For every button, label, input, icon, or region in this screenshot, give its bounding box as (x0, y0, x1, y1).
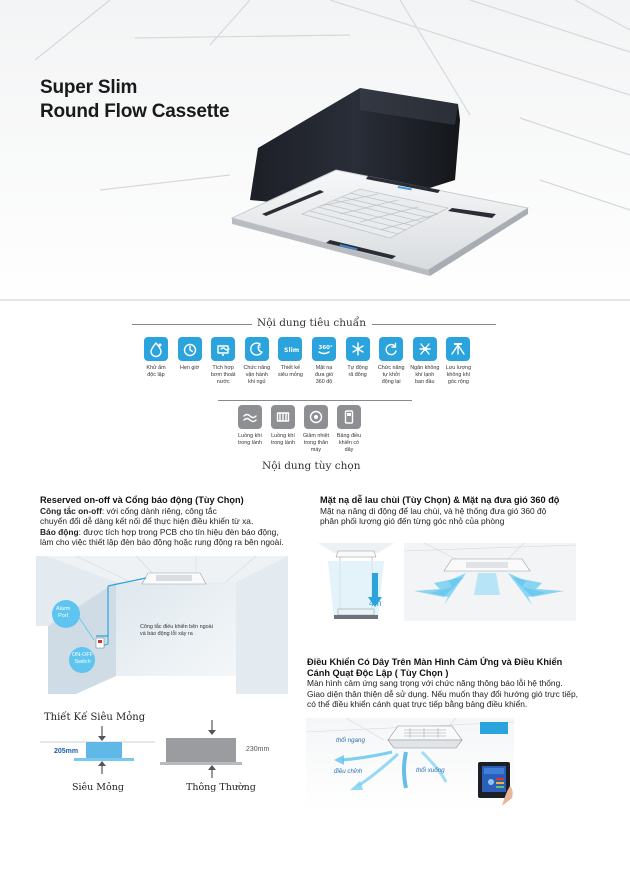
slim-design-heading: Thiết Kế Siêu Mỏng (44, 712, 146, 723)
feature-label (406, 365, 444, 386)
clean-airflow-icon (238, 405, 262, 429)
feature-label (137, 365, 175, 379)
panel-line-2: phân phối lượng gió đến từng góc nhỏ của phòng (320, 516, 505, 527)
slim-icon (278, 337, 302, 361)
alarm-line-2: chuyển đổi dễ dàng kết nối để thực hiện điều khiển từ xa. (40, 516, 254, 527)
swing-label-adjust: điều chỉnh (334, 768, 363, 775)
room-note (140, 624, 213, 638)
touch-heading-1: Điều Khiển Có Dây Trên Màn Hình Cảm Ứng và Điều Khiển (307, 657, 563, 667)
feature-label (330, 433, 368, 454)
alarm-line-1 (40, 506, 284, 517)
feature-item (330, 405, 368, 454)
wide-angle-icon (446, 337, 470, 361)
heat-exchange-icon (304, 405, 328, 429)
feature-label-line: nước (216, 379, 230, 385)
feature-label-line: khi ngủ (248, 379, 266, 385)
feature-label-line: trong thân (303, 440, 329, 446)
feature-label-line: Mặt nạ (315, 365, 333, 371)
swing-label-down: thổi xuống (416, 767, 445, 774)
airflow-360-diagram (404, 543, 576, 621)
switch-bubble-line2: Switch (74, 659, 91, 665)
feature-label-line: góc rộng (447, 379, 469, 385)
feature-label (238, 365, 276, 386)
feature-label-line: rã đông (348, 372, 367, 378)
feature-label-line: tự khởi (382, 372, 400, 378)
panel-heading: Mặt nạ dễ lau chùi (Tùy Chọn) & Mặt nạ đưa gió 360 độ (320, 495, 560, 505)
moon-icon (245, 337, 269, 361)
optional-heading: Nội dung tùy chọn (262, 460, 361, 472)
alarm-line-3-bold: Báo động (40, 526, 79, 537)
feature-item (439, 337, 477, 386)
alarm-bubble-line1: Alarm (56, 606, 71, 612)
feature-label-line: Giảm nhiệt (302, 433, 330, 439)
feature-item (271, 337, 309, 379)
svg-text:z: z (258, 344, 261, 349)
standard-heading-rule-left (132, 324, 252, 325)
feature-label-line: không khí (446, 372, 471, 378)
feature-item (372, 337, 410, 386)
feature-label-line: Chức năng (377, 365, 405, 371)
feature-item (339, 337, 377, 379)
standard-heading-rule-right (372, 324, 496, 325)
feature-label-line: Lưu lượng (445, 365, 472, 371)
feature-label-line: Ngăn không (410, 365, 440, 371)
touch-line-3: có thể điều khiển cánh quạt trực tiếp bằng bảng điều khiển. (307, 699, 528, 710)
feature-label-line: động lại (381, 379, 401, 385)
feature-item (137, 337, 175, 379)
pump-icon (211, 337, 235, 361)
feature-label-line: vận hành (245, 372, 268, 378)
ceiling-backdrop (0, 0, 630, 318)
alarm-line-3-rest: : được tích hợp trong PCB cho tín hiệu đèn báo động, (78, 526, 279, 537)
alarm-heading: Reserved on-off và Cổng báo động (Tùy Chọn) (40, 495, 244, 505)
switch-bubble-label (72, 652, 93, 666)
feature-label-line: trong lành (238, 440, 262, 446)
normal-height-label: 230mm (246, 746, 270, 753)
defrost-icon (346, 337, 370, 361)
feature-label-line: Bảng điều (336, 433, 362, 439)
feature-label-line: Tích hợp (212, 365, 234, 371)
standard-heading: Nội dung tiêu chuẩn (257, 317, 367, 329)
feature-label-line: Tự động (347, 365, 368, 371)
feature-label-line: máy (310, 447, 322, 453)
feature-label (171, 365, 209, 372)
feature-label-line: ban đầu (415, 379, 435, 385)
feature-item (171, 337, 209, 372)
normal-unit (160, 720, 242, 778)
panel-block (320, 495, 559, 527)
svg-text:360°: 360° (318, 345, 333, 351)
normal-caption: Thông Thường (186, 782, 256, 793)
feature-label-line: khiển có (338, 440, 360, 446)
feature-label-line: Luồng khí (238, 433, 262, 439)
hero-section (0, 0, 630, 318)
alarm-line-4: làm cho việc thiết lập đèn báo động hoặc rung động ra bên ngoài. (40, 537, 284, 548)
feature-label (339, 365, 377, 379)
alarm-line-1-rest: : với cổng dành riêng, công tắc (101, 505, 217, 516)
touch-line-1: Màn hình cảm ứng sang trọng với chức năng thông báo lỗi hệ thống. (307, 678, 563, 689)
feature-label (305, 365, 343, 386)
touch-block (307, 657, 578, 710)
feature-item (406, 337, 444, 386)
alarm-line-3 (40, 527, 284, 538)
product-title-line1: Super Slim (40, 77, 138, 98)
switch-bubble-line1: ON-OFF (72, 652, 94, 658)
touch-line-2: Giao diện thân thiện dễ sử dụng. Nếu muốn thay đổi hướng gió trực tiếp, (307, 688, 578, 699)
alarm-bubble-line2: Port (58, 613, 69, 619)
feature-label (204, 365, 242, 386)
slim-caption: Siêu Mỏng (72, 782, 124, 793)
feature-label-line: độc lập (147, 372, 165, 378)
alarm-bubble-label (56, 606, 70, 620)
alarm-line-1-bold: Công tắc on-off (40, 505, 102, 516)
feature-label-line: Thiết kế (280, 365, 300, 371)
slim-height-label: 205mm (54, 748, 79, 755)
product-title-line2: Round Flow Cassette (40, 101, 230, 122)
airflow-360-icon (312, 337, 336, 361)
optional-heading-rule (218, 400, 412, 401)
touch-heading-2: Cánh Quạt Độc Lập ( Tùy Chọn ) (307, 667, 449, 678)
feature-label-line: Hẹn giờ (180, 365, 200, 371)
feature-label (439, 365, 477, 386)
alarm-block (40, 495, 284, 548)
room-diagram (36, 556, 288, 694)
feature-label-line: siêu mỏng (277, 372, 303, 378)
filter-icon (271, 405, 295, 429)
panel-line-1: Mặt nạ nâng di động để lau chùi, và hệ thống đưa gió 360 độ (320, 505, 547, 516)
feature-label-line: Chức năng (243, 365, 271, 371)
feature-label-line: dây (344, 447, 354, 453)
swing-control-diagram (306, 718, 514, 810)
room-note-line1: Công tắc điều khiển bên ngoài (140, 624, 213, 630)
feature-label-line: Luồng khí (271, 433, 295, 439)
feature-item (238, 337, 276, 386)
swing-label-horizontal: thổi ngang (336, 737, 365, 744)
feature-label-line: bơm thoát (210, 372, 236, 378)
timer-icon (178, 337, 202, 361)
feature-label-line: Khử ẩm (146, 365, 166, 371)
wired-remote-icon (337, 405, 361, 429)
feature-label-line: đưa gió (314, 372, 334, 378)
lift-height-label: 4m (369, 598, 382, 608)
feature-label-line: khí lạnh (415, 372, 435, 378)
auto-restart-icon (379, 337, 403, 361)
feature-label (271, 365, 309, 379)
feature-label (372, 365, 410, 386)
product-title (40, 76, 229, 124)
feature-item (204, 337, 242, 386)
feature-item (305, 337, 343, 386)
lift-panel-diagram (318, 543, 394, 627)
droplet-icon (144, 337, 168, 361)
feature-label-line: trong lành (271, 440, 295, 446)
feature-label-line: 360 độ (315, 379, 333, 385)
anti-cold-icon (413, 337, 437, 361)
svg-text:Slim: Slim (284, 347, 300, 354)
room-note-line2: và báo động lỗi xảy ra (140, 631, 193, 637)
